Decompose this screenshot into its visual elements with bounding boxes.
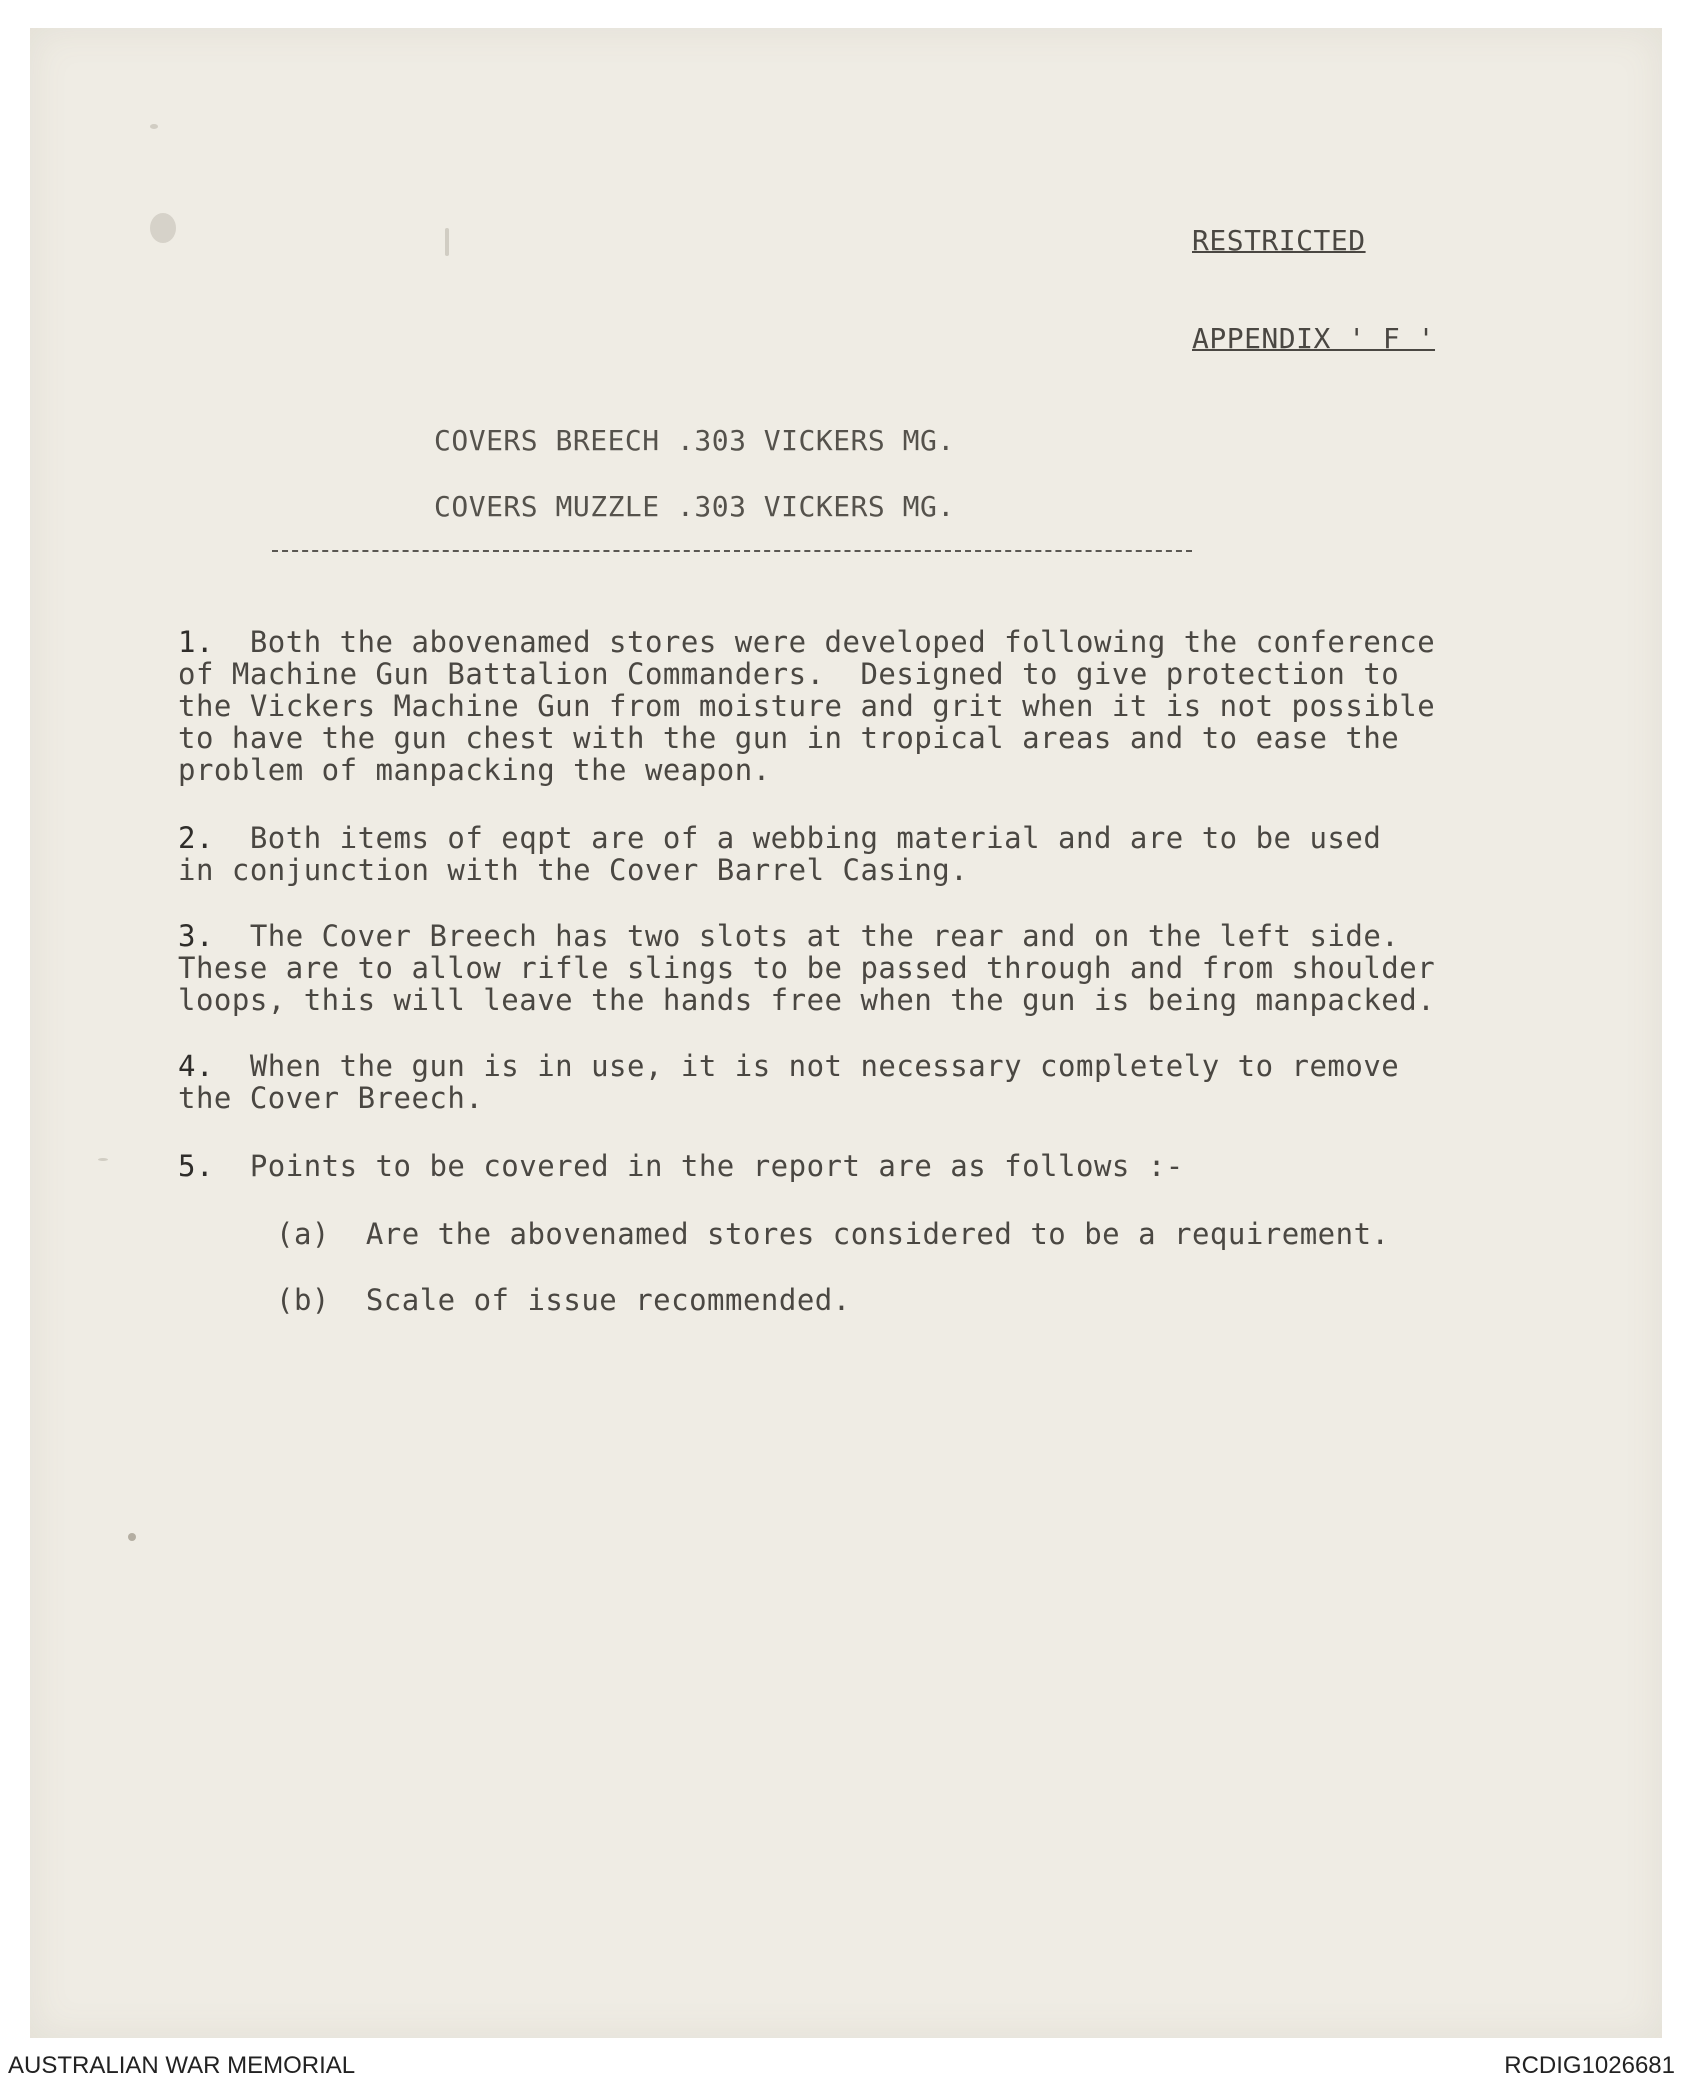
sub-point-text: Scale of issue recommended. [365, 1283, 851, 1317]
paragraph-number: 3. [178, 919, 214, 953]
footer-record-id: RCDIG1026681 [1504, 2052, 1675, 2079]
sub-point-text: Are the abovenamed stores considered to be a requirement. [365, 1217, 1390, 1251]
paragraph-4 [178, 1050, 1399, 1114]
sub-point-label: (b) [276, 1283, 330, 1317]
title-underline [272, 550, 1192, 552]
paragraph-5 [178, 1150, 1184, 1182]
paper-blemish [98, 1158, 108, 1161]
paragraph-number: 4. [178, 1049, 214, 1083]
paragraph-number: 1. [178, 625, 214, 659]
paragraph-text: The Cover Breech has two slots at the rear and on the left side. These are to allow rifle slings to be passed through and from shoulder loops, this will leave the hands free when the gun is being manpacked. [178, 919, 1436, 1017]
document-title-line-2: COVERS MUZZLE .303 VICKERS MG. [434, 490, 955, 523]
sub-point-a [276, 1217, 1390, 1251]
paragraph-2 [178, 822, 1381, 886]
paper-blemish [150, 213, 176, 243]
paragraph-3 [178, 920, 1435, 1016]
paragraph-number: 2. [178, 821, 214, 855]
paper-blemish [150, 124, 158, 129]
paragraph-text: Both items of eqpt are of a webbing material and are to be used in conjunction with the Cover Barrel Casing. [178, 821, 1382, 887]
sub-point-label: (a) [276, 1217, 330, 1251]
document-title-line-1: COVERS BREECH .303 VICKERS MG. [434, 424, 955, 457]
paragraph-number: 5. [178, 1149, 214, 1183]
sub-point-b [276, 1283, 851, 1317]
paragraph-1 [178, 626, 1435, 786]
paper-blemish [445, 228, 449, 256]
paragraph-text: When the gun is in use, it is not necessary completely to remove the Cover Breech. [178, 1049, 1400, 1115]
classification-label: RESTRICTED [1192, 224, 1366, 257]
footer-source: AUSTRALIAN WAR MEMORIAL [8, 2052, 356, 2079]
appendix-label: APPENDIX ' F ' [1192, 322, 1436, 355]
paper-blemish [128, 1533, 136, 1541]
paragraph-text: Points to be covered in the report are as follows :- [249, 1149, 1184, 1183]
paragraph-text: Both the abovenamed stores were developed following the conference of Machine Gun Battalion Commanders. Designed to give protection to the Vickers Machine Gun from moisture and grit when it is not possible to have the gun chest with the gun in tropical areas and to ease the problem of manpacking the weapon. [178, 625, 1436, 787]
